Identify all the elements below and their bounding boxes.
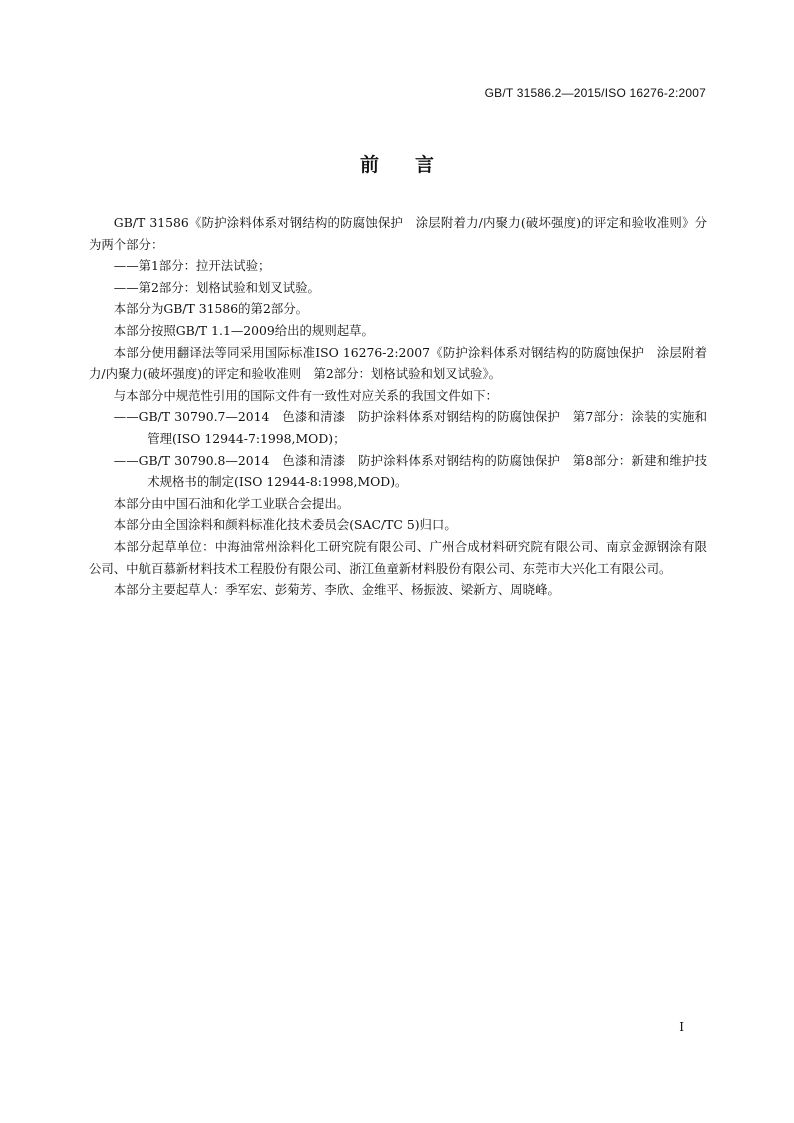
paragraph-drafters: 本部分主要起草人：季军宏、彭菊芳、李欣、金维平、杨振波、梁新方、周晓峰。 bbox=[113, 582, 560, 598]
paragraph-normative-references-intro: 与本部分中规范性引用的国际文件有一致性对应关系的我国文件如下： bbox=[113, 387, 498, 403]
paragraph-centralized-by: 本部分由全国涂料和颜料标准化技术委员会(SAC/TC 5)归口。 bbox=[113, 517, 457, 533]
paragraph-adoption: 本部分使用翻译法等同采用国际标准ISO 16276-2:2007《防护涂料体系对钢结构的防腐蚀保护 涂层附着力/内聚力(破坏强度)的评定和验收准则 第2部分：划格试验和划叉试验》。 bbox=[89, 344, 707, 382]
paragraph-part-statement: 本部分为GB/T 31586的第2部分。 bbox=[113, 301, 308, 317]
paragraph-drafting-rules: 本部分按照GB/T 1.1—2009给出的规则起草。 bbox=[113, 322, 374, 338]
list-item-part-2: ——第2部分：划格试验和划叉试验。 bbox=[113, 279, 320, 295]
paragraph-proposed-by: 本部分由中国石油和化学工业联合会提出。 bbox=[113, 495, 350, 511]
list-item-part-1: ——第1部分：拉开法试验； bbox=[113, 258, 271, 274]
paragraph-drafting-units: 本部分起草单位：中海油常州涂料化工研究院有限公司、广州合成材料研究院有限公司、南京金源钢涂有限公司、中航百慕新材料技术工程股份有限公司、浙江鱼童新材料股份有限公司、东莞市大兴化工有限公司。 bbox=[89, 538, 707, 576]
paragraph-standard-parts-intro: GB/T 31586《防护涂料体系对钢结构的防腐蚀保护 涂层附着力/内聚力(破坏强度)的评定和验收准则》分为两个部分： bbox=[89, 215, 707, 252]
list-item-reference-8: ——GB/T 30790.8—2014 色漆和清漆 防护涂料体系对钢结构的防腐蚀保护 第8部分：新建和维护技术规格书的制定(ISO 12944-8:1998,MOD)。 bbox=[113, 452, 707, 490]
standard-code-header: GB/T 31586.2—2015/ISO 16276-2:2007 bbox=[484, 86, 706, 100]
page-title: 前言 bbox=[359, 154, 470, 176]
list-item-reference-7: ——GB/T 30790.7—2014 色漆和清漆 防护涂料体系对钢结构的防腐蚀保护 第7部分：涂装的实施和管理(ISO 12944-7:1998,MOD)； bbox=[113, 409, 707, 446]
page-number: I bbox=[679, 1020, 684, 1034]
foreword-body bbox=[89, 212, 707, 601]
